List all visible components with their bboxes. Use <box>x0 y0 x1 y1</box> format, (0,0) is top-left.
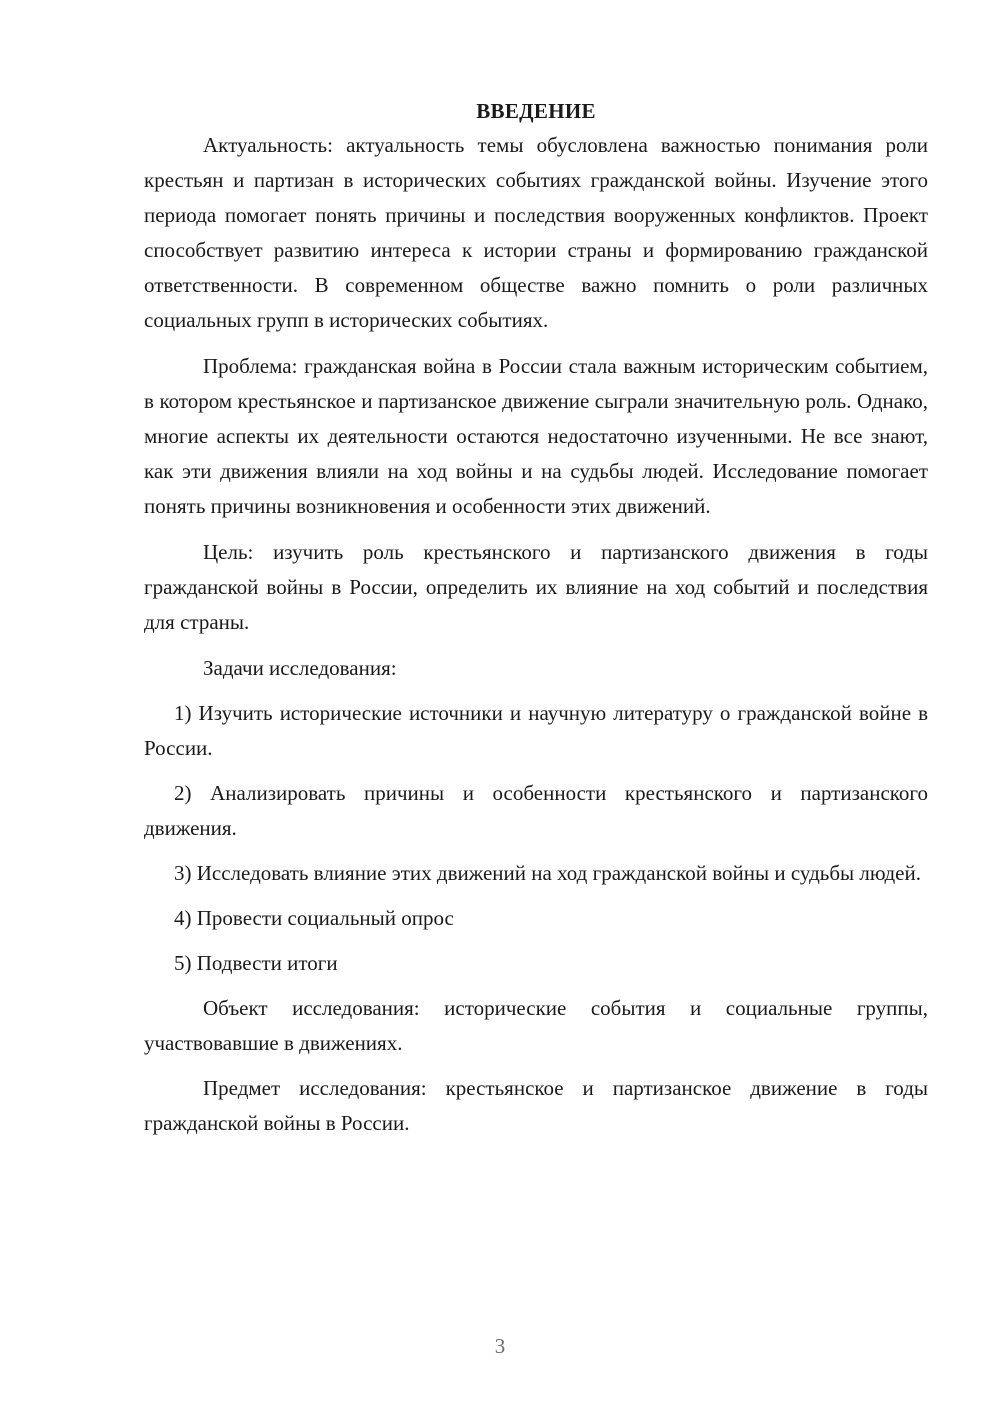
task-item: 1) Изучить исторические источники и научную литературу о гражданской войне в России. <box>144 701 928 760</box>
document-page <box>144 96 928 1141</box>
subject-paragraph: Предмет исследования: крестьянское и партизанское движение в годы гражданской войны в России. <box>144 1076 928 1135</box>
task-item: 3) Исследовать влияние этих движений на ход гражданской войны и судьбы людей. <box>174 861 921 885</box>
page-number: 3 <box>494 1334 506 1358</box>
object-paragraph: Объект исследования: исторические события и социальные группы, участвовавшие в движениях. <box>144 996 928 1055</box>
tasks-heading: Задачи исследования: <box>203 656 397 680</box>
relevance-paragraph: Актуальность: актуальность темы обусловлена важностью понимания роли крестьян и партизан в исторических событиях гражданской войны. Изучение этого периода помогает понять причины и последствия вооруженных конфликтов. Проект способствует развитию интереса к истории страны и формированию гражданской ответственности. В современном обществе важно помнить о роли различных социальных групп в исторических событиях. <box>144 133 928 332</box>
problem-paragraph: Проблема: гражданская война в России стала важным историческим событием, в котором крестьянское и партизанское движение сыграли значительную роль. Однако, многие аспекты их деятельности остаются недостаточно изученными. Не все знают, как эти движения влияли на ход войны и на судьбы людей. Исследование помогает понять причины возникновения и особенности этих движений. <box>144 354 928 518</box>
page-title: ВВЕДЕНИЕ <box>476 99 596 123</box>
goal-paragraph: Цель: изучить роль крестьянского и партизанского движения в годы гражданской войны в России, определить их влияние на ход событий и последствия для страны. <box>144 540 928 634</box>
task-item: 4) Провести социальный опрос <box>174 906 454 930</box>
task-item: 2) Анализировать причины и особенности крестьянского и партизанского движения. <box>144 781 928 840</box>
task-item: 5) Подвести итоги <box>174 951 338 975</box>
